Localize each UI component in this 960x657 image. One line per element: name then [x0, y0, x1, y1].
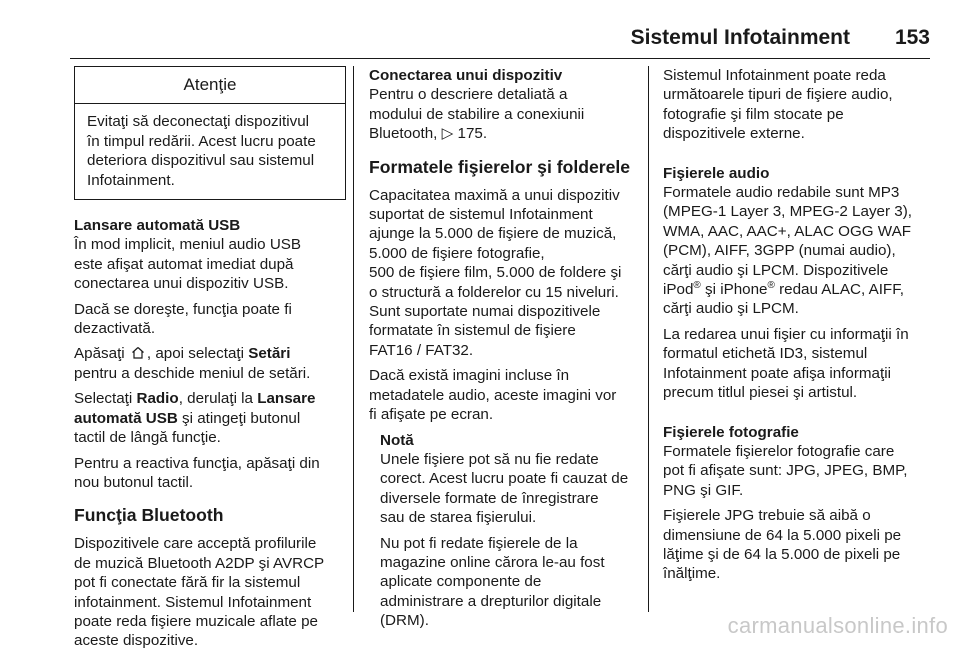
audio-files-paragraph-2: La redarea unui fişier cu informaţii în formatul etichetă ID3, sistemul Infotainment poate afişa informaţii precum titlul piesei şi artistul.: [663, 325, 909, 402]
usb-paragraph-1: În mod implicit, meniul audio USB este afişat automat imediat după conectarea unui dispozitiv USB.: [74, 236, 302, 293]
bluetooth-heading: Funcţia Bluetooth: [74, 505, 224, 526]
attention-box: [74, 66, 346, 200]
connect-device-paragraph: Pentru o descriere detaliată a modului de stabilire a conexiunii Bluetooth, ▷ 175.: [369, 86, 585, 143]
text-fragment: , apoi selectaţi: [146, 345, 249, 363]
audio-files-heading: Fişierele audio: [663, 164, 770, 182]
spacer: [663, 409, 938, 423]
column-3: [663, 66, 938, 590]
text-fragment: , derulaţi la: [178, 390, 258, 408]
text-fragment: şi atingeţi butonul: [177, 409, 301, 427]
section-title: Sistemul Infotainment: [630, 26, 850, 49]
watermark: carmanualsonline.info: [727, 613, 948, 638]
note-heading: Notă: [380, 431, 414, 449]
registered-mark: ®: [693, 280, 701, 291]
text-fragment: tactil de lângă funcţie.: [74, 429, 221, 447]
attention-title: Atenţie: [75, 67, 345, 104]
photo-files-heading: Fişierele fotografie: [663, 423, 799, 441]
file-formats-paragraph-1: Capacitatea maximă a unui dispozitiv suportat de sistemul Infotainment ajunge la 5.000 de fişiere de muzică, 5.000 de fişiere fotografie, 500 de fişiere film, 5.000 de foldere şi o structură a folderelor cu 15 niveluri. Sunt suportate numai dispozitivele formatate în sistemul de fişiere FAT16 / FAT32.: [369, 186, 622, 359]
file-formats-heading: Formatele fişierelor şi folderele: [369, 156, 631, 177]
audio-files-paragraph-1: [663, 183, 938, 319]
text-fragment: pentru a deschide meniul de setări.: [74, 364, 311, 382]
note-block: [380, 431, 645, 631]
intro-paragraph: Sistemul Infotainment poate reda următoarele tipuri de fişiere audio, fotografie şi film stocate pe dispozitivele externe.: [663, 67, 893, 143]
text-fragment: redau ALAC, AIFF, cărţi audio şi LPCM.: [663, 281, 905, 318]
photo-files-paragraph-1: Formatele fişierelor fotografie care pot fi afişate sunt: JPG, JPEG, BMP, PNG şi GIF.: [663, 442, 908, 499]
spacer: [663, 150, 938, 164]
note-paragraph-2: Nu pot fi redate fişierele de la magazine online cărora le-au fost aplicate componente de administrare a drepturilor digitale (DRM).: [380, 534, 605, 630]
column-1: [74, 66, 346, 657]
bluetooth-paragraph: Dispozitivele care acceptă profilurile de muzică Bluetooth A2DP şi AVRCP pot fi conectate fără fir la sistemul infotainment. Sistemul Infotainment poate reda fişiere muzicale aflate pe aceste dispozitive.: [74, 535, 325, 650]
note-paragraph-1: Unele fişiere pot să nu fie redate corect. Acest lucru poate fi cauzat de diversele formate de înregistrare sau de starea fişierului.: [380, 450, 629, 527]
usb-autostart-heading: Lansare automată USB: [74, 217, 241, 235]
page-header: [70, 26, 930, 59]
radio-label: Radio: [136, 390, 179, 408]
column-divider-1: [353, 66, 354, 612]
photo-files-paragraph-2: Fişierele JPG trebuie să aibă o dimensiune de 64 la 5.000 pixeli pe lăţime şi de 64 la 5.000 de pixeli pe înălţime.: [663, 507, 902, 583]
registered-mark: ®: [767, 280, 775, 291]
text-fragment: şi iPhone: [700, 281, 768, 299]
attention-body: Evitaţi să deconectaţi dispozitivul în timpul redării. Acest lucru poate deteriora dispozitivul sau sistemul Infotainment.: [87, 113, 316, 189]
column-divider-2: [648, 66, 649, 612]
autostart-label-1: Lansare: [257, 390, 316, 408]
connect-device-heading: Conectarea unui dispozitiv: [369, 67, 563, 84]
text-fragment: Apăsaţi: [74, 345, 129, 363]
text-fragment: Selectaţi: [74, 390, 137, 408]
usb-paragraph-4: [74, 389, 346, 447]
text-fragment: Formatele audio redabile sunt MP3 (MPEG-1 Layer 3, MPEG-2 Layer 3), WMA, AAC, AAC+, ALAC OGG WAF (PCM), AIFF, 3GPP (numai audio), cărţi audio şi LPCM. Dispozitivele iPod: [663, 184, 912, 299]
home-icon: [131, 346, 145, 360]
usb-paragraph-2: Dacă se doreşte, funcţia poate fi dezactivată.: [74, 300, 292, 338]
usb-paragraph-5: Pentru a reactiva funcţia, apăsaţi din nou butonul tactil.: [74, 454, 320, 491]
file-formats-paragraph-2: Dacă există imagini incluse în metadatele audio, aceste imagini vor fi afişate pe ecran.: [369, 367, 617, 424]
page-number: 153: [894, 26, 930, 49]
column-2: [369, 66, 645, 637]
settings-label: Setări: [248, 345, 291, 363]
autostart-label-2: automată USB: [74, 409, 178, 427]
usb-paragraph-3: [74, 344, 346, 383]
